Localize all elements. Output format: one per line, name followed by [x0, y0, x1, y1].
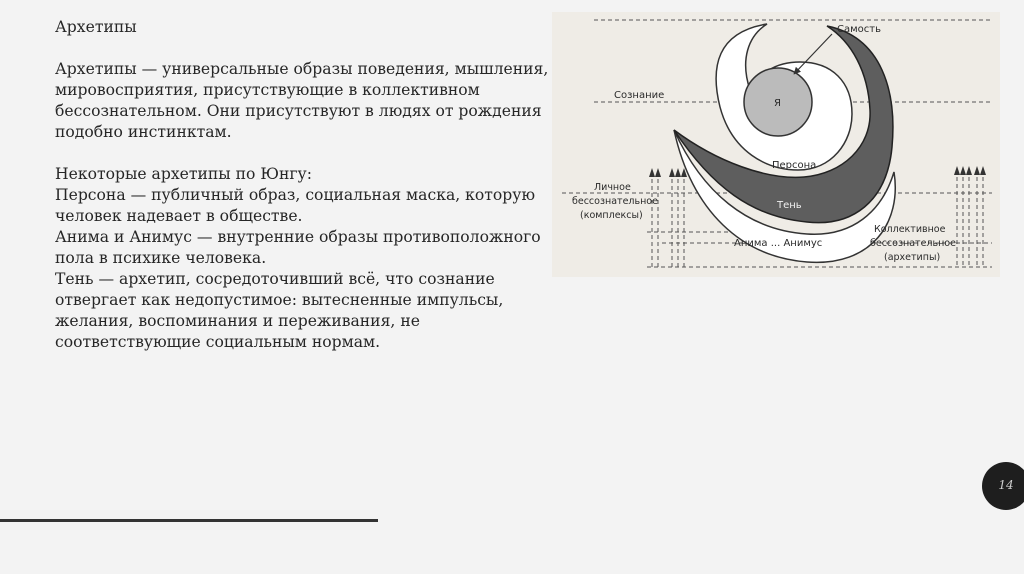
page-number: 14 [998, 478, 1014, 492]
definition-paragraph: Архетипы — универсальные образы поведения, мышления, мировосприятия, присутствующие в коллективном бессознательном. Они присутствуют в людях от рождения подобно инстинктам. [55, 60, 549, 141]
personal-unconscious-line1: Личное [594, 182, 631, 193]
slide-title: Архетипы [55, 18, 137, 36]
personal-unconscious-line2: бессознательное [572, 196, 658, 207]
shadow-label: Тень [777, 200, 802, 211]
collective-unconscious-line2: бессознательное [870, 238, 956, 249]
collective-unconscious-line3: (архетипы) [884, 252, 941, 263]
footer-divider [0, 519, 378, 522]
psyche-diagram [552, 12, 1000, 277]
archetypes-intro: Некоторые архетипы по Юнгу: [55, 165, 312, 183]
collective-unconscious-line1: Коллективное [874, 224, 946, 235]
persona-label: Персона [772, 160, 817, 171]
shadow-paragraph: Тень — архетип, сосредоточивший всё, что сознание отвергает как недопустимое: вытесненные импульсы, желания, воспоминания и переживания, не соответствующие социальным нормам. [55, 270, 504, 351]
persona-paragraph: Персона — публичный образ, социальная маска, которую человек надевает в обществе. [55, 186, 536, 225]
slide-text [55, 17, 555, 353]
anima-paragraph: Анима и Анимус — внутренние образы противоположного пола в психике человека. [55, 228, 541, 267]
ego-label: Я [774, 98, 781, 109]
personal-unconscious-line3: (комплексы) [580, 210, 643, 221]
anima-animus-label: Анима ... Анимус [734, 238, 823, 249]
consciousness-label: Сознание [614, 90, 665, 101]
self-label: Самость [837, 24, 881, 35]
